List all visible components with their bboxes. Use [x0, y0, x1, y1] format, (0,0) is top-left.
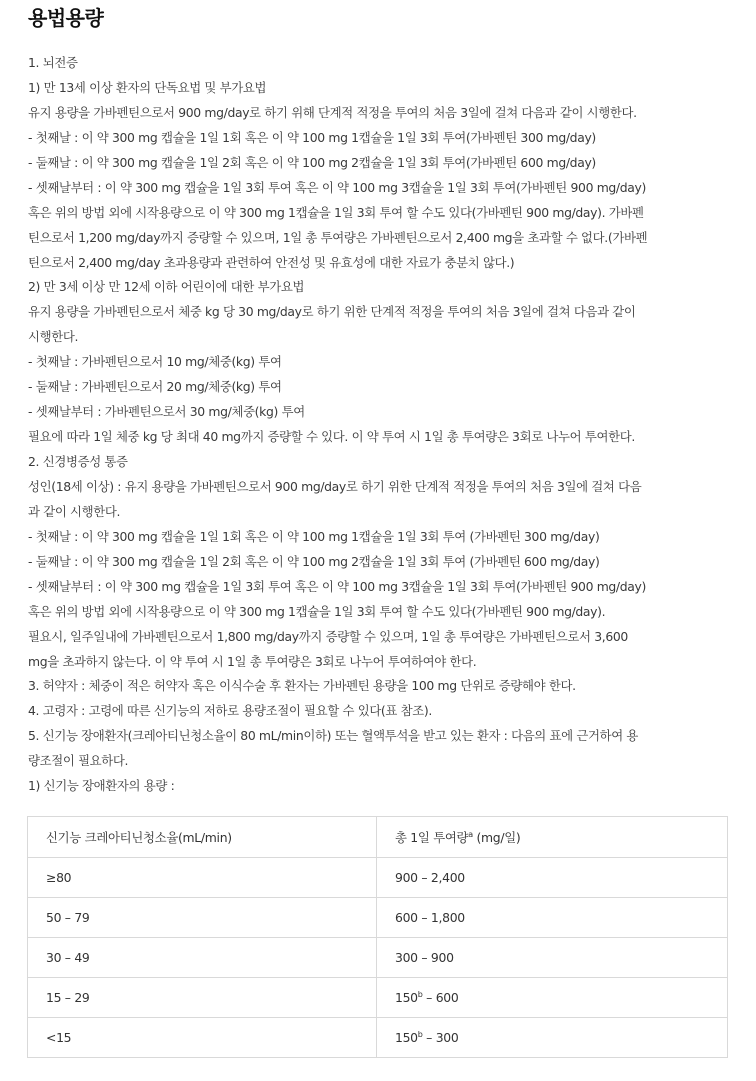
text-line: 량조절이 필요하다. — [28, 753, 129, 769]
text-line: 2. 신경병증성 통증 — [28, 454, 128, 469]
text-line: 2) 만 3세 이상 만 12세 이하 어린이에 대한 부가요법 — [28, 279, 305, 295]
renal-dose-table — [27, 816, 728, 1058]
text-line: - 셋째날부터 : 이 약 300 mg 캡슐을 1일 3회 투여 혹은 이 약 100 mg 3캡슐을 1일 3회 투여(가바펜틴 900 mg/day) — [28, 578, 646, 594]
text-line: - 셋째날부터 : 가바펜틴으로서 30 mg/체중(kg) 투여 — [28, 404, 305, 420]
text-line: 1. 뇌전증 — [28, 55, 78, 70]
table-header-row — [28, 817, 728, 858]
text-line: - 둘째날 : 가바펜틴으로서 20 mg/체중(kg) 투여 — [28, 379, 282, 395]
cell-clcr: 50 – 79 — [28, 898, 377, 938]
cell-clcr: 30 – 49 — [28, 938, 377, 978]
text-line: - 첫째날 : 이 약 300 mg 캡슐을 1일 1회 혹은 이 약 100 mg 1캡슐을 1일 3회 투여(가바펜틴 300 mg/day) — [28, 129, 596, 145]
text-line: - 둘째날 : 이 약 300 mg 캡슐을 1일 2회 혹은 이 약 100 mg 2캡슐을 1일 3회 투여 (가바펜틴 600 mg/day) — [28, 553, 600, 569]
dosage-text — [28, 51, 728, 799]
cell-clcr: ≥80 — [28, 858, 377, 898]
text-line: 시행한다. — [28, 329, 79, 345]
text-line: 1) 만 13세 이상 환자의 단독요법 및 부가요법 — [28, 79, 267, 95]
dose-value: 900 – 2,400 — [395, 870, 465, 885]
header-daily-dose-label: 총 1일 투여량 — [395, 830, 469, 845]
text-line: 성인(18세 이상) : 유지 용량을 가바펜틴으로서 900 mg/day로 하기 위한 단계적 적정을 투여의 처음 3일에 걸쳐 다음 — [28, 478, 642, 494]
footnote-marker: b — [417, 990, 423, 999]
text-line: - 첫째날 : 가바펜틴으로서 10 mg/체중(kg) 투여 — [28, 354, 282, 370]
text-line: 필요시, 일주일내에 가바펜틴으로서 1,800 mg/day까지 증량할 수 있으며, 1일 총 투여량은 가바펜틴으로서 3,600 — [28, 628, 628, 644]
header-daily-dose-unit: (mg/일) — [472, 830, 521, 845]
cell-dose — [377, 938, 728, 978]
text-line: 5. 신기능 장애환자(크레아티닌청소율이 80 mL/min이하) 또는 혈액투석을 받고 있는 환자 : 다음의 표에 근거하여 용 — [28, 728, 639, 744]
text-line: 필요에 따라 1일 체중 kg 당 최대 40 mg까지 증량할 수 있다. 이 약 투여 시 1일 총 투여량은 3회로 나누어 투여한다. — [28, 429, 635, 445]
dose-value: 600 – 1,800 — [395, 910, 465, 925]
cell-dose — [377, 978, 728, 1018]
footnote-marker: b — [417, 1030, 423, 1039]
table-row — [28, 978, 728, 1018]
table-row — [28, 898, 728, 938]
text-line: 4. 고령자 : 고령에 따른 신기능의 저하로 용량조절이 필요할 수 있다(표 참조). — [28, 703, 432, 719]
header-clcr: 신기능 크레아티닌청소율(mL/min) — [28, 817, 377, 858]
text-line: - 셋째날부터 : 이 약 300 mg 캡슐을 1일 3회 투여 혹은 이 약 100 mg 3캡슐을 1일 3회 투여(가바펜틴 900 mg/day) — [28, 179, 646, 195]
table-row — [28, 938, 728, 978]
text-line: 유지 용량을 가바펜틴으로서 체중 kg 당 30 mg/day로 하기 위한 단계적 적정을 투여의 처음 3일에 걸쳐 다음과 같이 — [28, 304, 636, 320]
text-line: 과 같이 시행한다. — [28, 503, 121, 519]
dose-value: 150 — [395, 990, 418, 1005]
text-line: 3. 허약자 : 체중이 적은 허약자 혹은 이식수술 후 환자는 가바펜틴 용량을 100 mg 단위로 증량해야 한다. — [28, 678, 576, 694]
page-title: 용법용량 — [28, 6, 104, 30]
cell-dose — [377, 1018, 728, 1058]
dose-value-tail: – 600 — [422, 990, 459, 1005]
text-line: 혹은 위의 방법 외에 시작용량으로 이 약 300 mg 1캡슐을 1일 3회 투여 할 수도 있다(가바펜틴 900 mg/day). 가바펜 — [28, 204, 644, 220]
text-line: - 둘째날 : 이 약 300 mg 캡슐을 1일 2회 혹은 이 약 100 mg 2캡슐을 1일 3회 투여(가바펜틴 600 mg/day) — [28, 154, 596, 170]
text-line: 1) 신기능 장애환자의 용량 : — [28, 778, 175, 794]
table-row — [28, 1018, 728, 1058]
text-line: 유지 용량을 가바펜틴으로서 900 mg/day로 하기 위해 단계적 적정을 투여의 처음 3일에 걸쳐 다음과 같이 시행한다. — [28, 104, 637, 120]
cell-dose — [377, 898, 728, 938]
dose-value-tail: – 300 — [422, 1030, 459, 1045]
cell-clcr: 15 – 29 — [28, 978, 377, 1018]
header-daily-dose — [377, 817, 728, 858]
dose-value: 300 – 900 — [395, 950, 454, 965]
text-line: mg을 초과하지 않는다. 이 약 투여 시 1일 총 투여량은 3회로 나누어 투여하여야 한다. — [28, 653, 477, 669]
text-line: 틴으로서 2,400 mg/day 초과용량과 관련하여 안전성 및 유효성에 대한 자료가 충분치 않다.) — [28, 254, 515, 270]
cell-clcr: <15 — [28, 1018, 377, 1058]
text-line: 혹은 위의 방법 외에 시작용량으로 이 약 300 mg 1캡슐을 1일 3회 투여 할 수도 있다(가바펜틴 900 mg/day). — [28, 603, 606, 619]
text-line: 틴으로서 1,200 mg/day까지 증량할 수 있으며, 1일 총 투여량은 가바펜틴으로서 2,400 mg을 초과할 수 없다.(가바펜 — [28, 229, 648, 245]
dose-value: 150 — [395, 1030, 418, 1045]
footnote-marker: a — [468, 830, 473, 839]
text-line: - 첫째날 : 이 약 300 mg 캡슐을 1일 1회 혹은 이 약 100 mg 1캡슐을 1일 3회 투여 (가바펜틴 300 mg/day) — [28, 528, 600, 544]
table-row — [28, 858, 728, 898]
cell-dose — [377, 858, 728, 898]
